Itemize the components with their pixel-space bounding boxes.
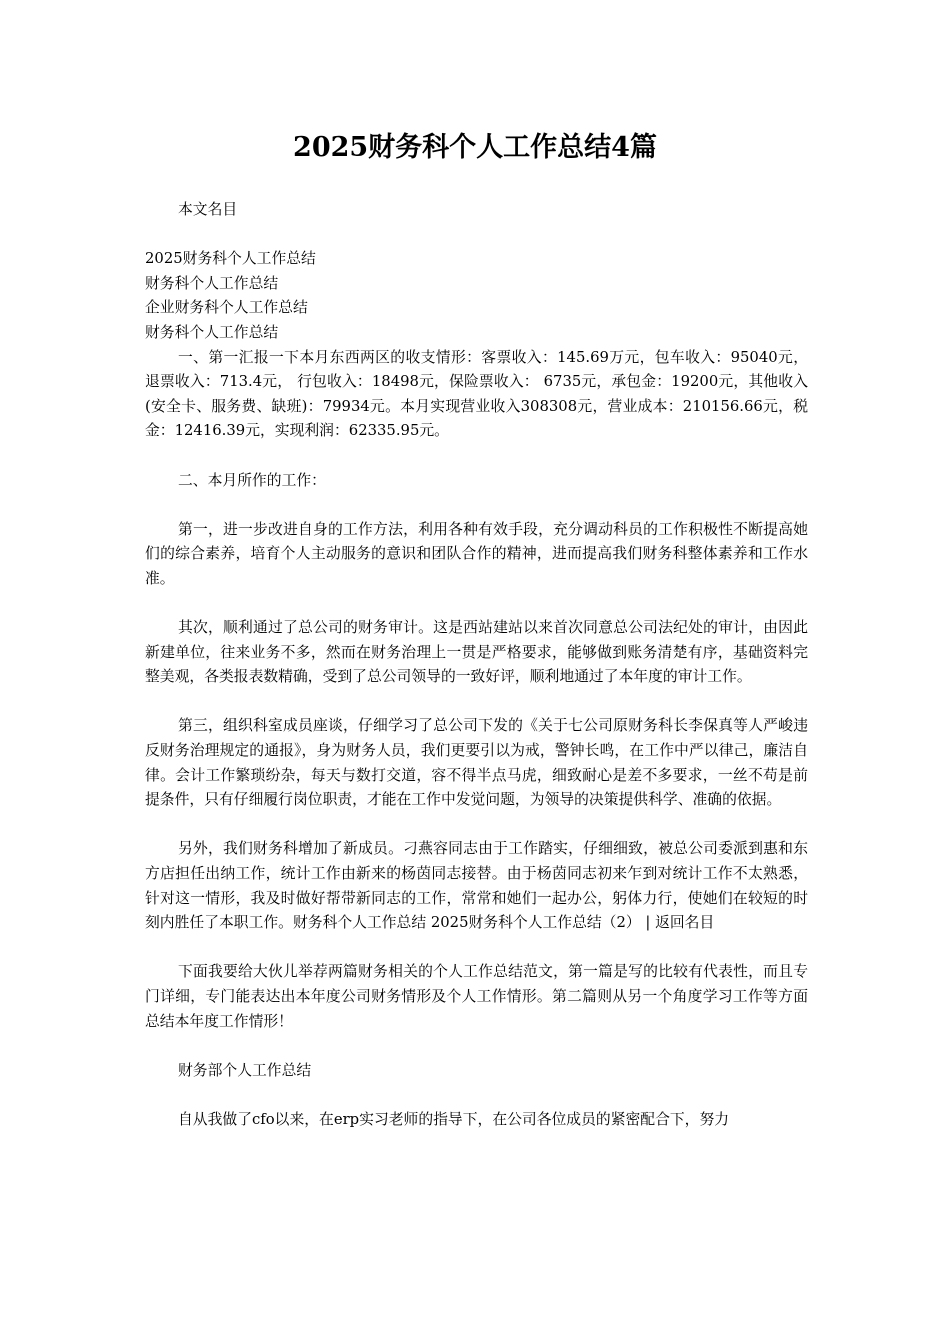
toc-item[interactable]: 财务科个人工作总结: [145, 323, 279, 341]
paragraph-study: 第三，组织科室成员座谈，仔细学习了总公司下发的《关于七公司原财务科长李保真等人严峻违反财务治理规定的通报》，身为财务人员，我们更要引以为戒，警钟长鸣，在工作中严以律己，廉洁自律。会计工作繁琐纷杂，每天与数打交道，容不得半点马虎，细致耐心是差不多要求，一丝不苟是前提条件，只有仔细履行岗位职责，才能在工作中发觉问题，为领导的决策提供科学、准确的依据。: [145, 717, 808, 809]
paragraph-audit: 其次，顺利通过了总公司的财务审计。这是西站建站以来首次同意总公司法纪处的审计，由因此新建单位，往来业务不多，然而在财务治理上一贯是严格要求，能够做到账务清楚有序，基础资料完整美观，各类报表数精确，受到了总公司领导的一致好评，顺利地通过了本年度的审计工作。: [145, 619, 808, 686]
table-of-contents: [145, 247, 808, 345]
paragraph-subheading: 财务部个人工作总结: [178, 1061, 312, 1079]
toc-item[interactable]: 财务科个人工作总结: [145, 274, 279, 292]
paragraph-cfo-intro: 自从我做了cfo以来，在erp实习老师的指导下，在公司各位成员的紧密配合下，努力: [178, 1110, 730, 1128]
document-title: 2025财务科个人工作总结4篇: [293, 132, 657, 163]
toc-item[interactable]: 2025财务科个人工作总结: [145, 250, 316, 268]
paragraph-work-method: 第一，进一步改进自身的工作方法，利用各种有效手段，充分调动科员的工作积极性不断提高她们的综合素养，培育个人主动服务的意识和团队合作的精神，进而提高我们财务科整体素养和工作水准。: [145, 520, 808, 587]
toc-heading: 本文名目: [178, 201, 238, 218]
paragraph-new-members: 另外，我们财务科增加了新成员。刁燕容同志由于工作踏实，仔细细致，被总公司委派到惠和东方店担任出纳工作，统计工作由新来的杨茵同志接替。由于杨茵同志初来乍到对统计工作不太熟悉，针对这一情形，我及时做好帮带新同志的工作，常常和她们一起办公，躬体力行，使她们在较短的时刻内胜任了本职工作。财务科个人工作总结 2025财务科个人工作总结（2） | 返回名目: [145, 840, 808, 932]
paragraph-income-summary: 一、第一汇报一下本月东西两区的收支情形：客票收入：145.69万元，包车收入：95040元，退票收入：713.4元， 行包收入：18498元，保险票收入： 6735元，承包金：19200元，其他收入(安全卡、服务费、缺班)：79934元。本月实现营业收入308308元，营业成本：210156.66元，税金：12416.39元，实现利润：62335.95元。: [145, 348, 808, 440]
toc-item[interactable]: 企业财务科个人工作总结: [145, 299, 308, 317]
paragraph-recommendation: 下面我要给大伙儿举荐两篇财务相关的个人工作总结范文，第一篇是写的比较有代表性，而且专门详细，专门能表达出本年度公司财务情形及个人工作情形。第二篇则从另一个角度学习工作等方面总结本年度工作情形！: [145, 963, 808, 1030]
paragraph-section-heading: 二、本月所作的工作：: [178, 471, 326, 489]
document-body: [145, 198, 808, 1133]
